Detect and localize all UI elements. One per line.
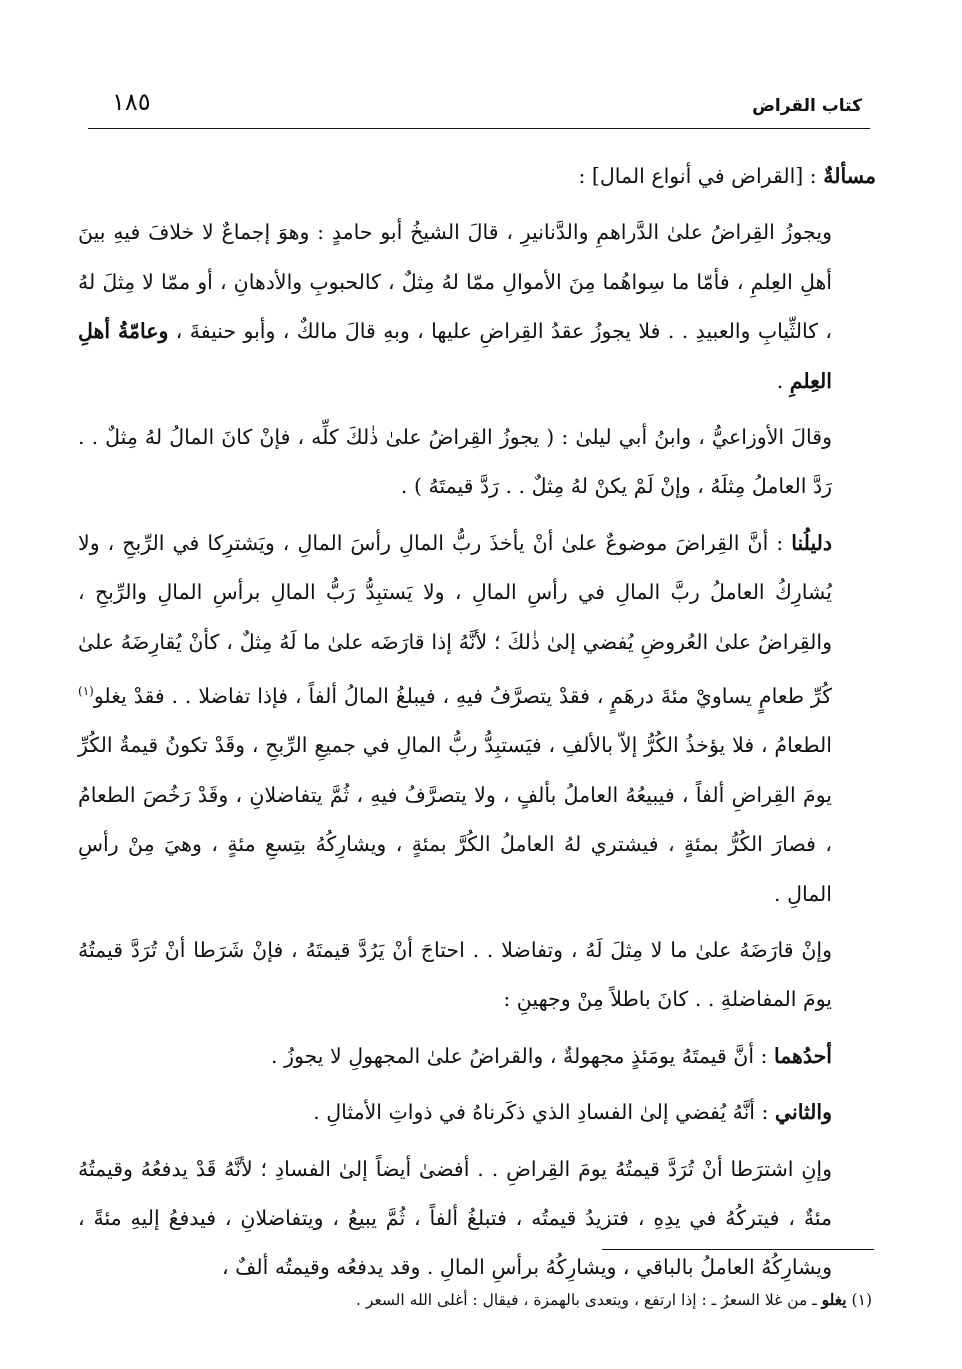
paragraph-3-lead: دليلُنا — [791, 530, 832, 555]
chapter-title: كتاب القراض — [752, 96, 862, 116]
footnote-term: يغلو — [821, 1290, 847, 1309]
paragraph-6-lead: والثاني — [774, 1100, 832, 1125]
section-title: : [القراض في أنواع المال] : — [578, 164, 817, 188]
footnote — [92, 1288, 872, 1312]
paragraph-1-text: ويجوزُ القِراضُ علىٰ الدَّراهمِ والدَّنانيرِ ، قالَ الشيخُ أبو حامدٍ : وهوَ إجماعٌ لا خلافَ فيهِ بينَ أهلِ العِلمِ ، فأمّا ما سِواهُما مِنَ الأموالِ ممّا لهُ مِثلٌ ، كالحبوبِ والأدهانِ ، أو ممّا لا مِثلَ لهُ ، كالثِّيابِ والعبيدِ . . فلا يجوزُ عقدُ القِراضِ عليها ، وبهِ قالَ مالكٌ ، وأبو حنيفةَ ، — [78, 220, 832, 344]
paragraph-1-end: . — [776, 368, 790, 393]
paragraph-6-text: : أنَّهُ يُفضي إلىٰ الفسادِ الذي ذكَرناهُ في ذواتِ الأمثالِ . — [313, 1100, 775, 1125]
footnote-separator — [602, 1249, 874, 1250]
paragraph-4-text: وإنْ قارَضَهُ علىٰ ما لا مِثلَ لَهُ ، وتفاضلا . . احتاجَ أنْ يَرُدَّ قيمتَهُ ، فإنْ شَرَطا أنْ تُرَدَّ قيمتُهُ يومَ المفاضلةِ . . كانَ باطلاً مِنْ وجهينِ : — [78, 937, 832, 1012]
paragraph-7-text: وإنِ اشترَطا أنْ تُرَدَّ قيمتُهُ يومَ القِراضِ . . أفضىٰ أيضاً إلىٰ الفسادِ ؛ لأنَّهُ قَدْ يدفعُهُ وقيمتُهُ مئةٌ ، فيتركُهُ في يدِهِ ، فتزيدُ قيمتُه ، فتبلغُ ألفاً ، ثُمَّ يبيعُ ، ويتفاضلانِ ، فيدفعُ إليهِ مئةً ، ويشارِكُهُ العاملُ بالباقي ، ويشارِكُهُ برأسِ المالِ . وقد يدفعُه وقيمتُه ألفٌ ، — [78, 1156, 832, 1280]
section-label: مسألةٌ — [823, 164, 876, 188]
main-text — [78, 152, 876, 1300]
paragraph-1 — [78, 208, 876, 406]
paragraph-5-text: : أنَّ قيمتَهُ يومَئذٍ مجهولةٌ ، والقراضُ علىٰ المجهولِ لا يجوزُ . — [271, 1043, 774, 1068]
paragraph-7 — [78, 1145, 876, 1293]
paragraph-5-lead: أحدُهما — [773, 1043, 832, 1068]
section-heading — [78, 152, 876, 201]
paragraph-2-text: وقالَ الأوزاعيُّ ، وابنُ أبي ليلىٰ : ( يجوزُ القِراضُ علىٰ ذٰلكَ كلِّه ، فإنْ كانَ المالُ لهُ مِثلٌ . . رَدَّ العاملُ مِثلَهُ ، وإنْ لَمْ يكنْ لهُ مِثلٌ . . رَدَّ قيمتَهُ ) . — [78, 425, 832, 499]
running-header — [88, 88, 870, 129]
paragraph-6 — [78, 1088, 876, 1137]
paragraph-4 — [78, 926, 876, 1025]
paragraph-3-text-a: : أنَّ القِراضَ موضوعٌ علىٰ أنْ يأخذَ ربُّ المالِ رأسَ المالِ ، ويَشترِكا في الرِّبحِ ، ولا يُشارِكُ العاملُ ربَّ المالِ في رأسِ المالِ ، ولا يَستبِدُّ رَبُّ المالِ برأسِ المالِ والرِّبحِ ، والقِراضُ علىٰ العُروضِ يُفضي إلىٰ ذٰلكَ ؛ لأنَّهُ إذا قارَضَه علىٰ ما لَهُ مِثلٌ ، كأنْ يُقارِضَهُ علىٰ كُرِّ طعامٍ يساويْ مئةَ درهَمٍ ، فقدْ يتصرَّفُ فيهِ ، فيبلغُ المالُ ألفاً ، فإذا تفاضلا . . فقدْ يغلو — [78, 530, 832, 708]
footnote-marker: (١) — [78, 684, 94, 699]
paragraph-2 — [78, 413, 876, 512]
paragraph-1-bold: وعامّةُ أهلِ العِلمِ — [78, 319, 832, 393]
paragraph-5 — [78, 1032, 876, 1081]
paragraph-3-text-b: الطعامُ ، فلا يؤخذُ الكُرُّ إلاّ بالألفِ ، فيَستبِدُّ ربُّ المالِ في جميعِ الرِّبحِ ، وقَدْ تكونُ قيمةُ الكُرِّ يومَ القِراضِ ألفاً ، فيبيعُهُ العاملُ بألفٍ ، ولا يتصرَّفُ فيهِ ، ثُمَّ يتفاضلانِ ، وقَدْ رَخُصَ الطعامُ ، فصارَ الكُرُّ بمئةٍ ، فيشتري لهُ العاملُ الكُرَّ بمئةٍ ، ويشارِكُهُ بتِسعِ مئةٍ ، وهيَ مِنْ رأسِ المالِ . — [78, 733, 832, 906]
paragraph-3 — [78, 519, 876, 919]
footnote-text: ـ من غلا السعرُ ـ : إذا ارتفع ، ويتعدى بالهمزة ، فيقال : أغلى الله السعر . — [355, 1291, 822, 1309]
page-number: ١٨٥ — [112, 88, 151, 116]
footnote-number: (١) — [851, 1291, 872, 1309]
